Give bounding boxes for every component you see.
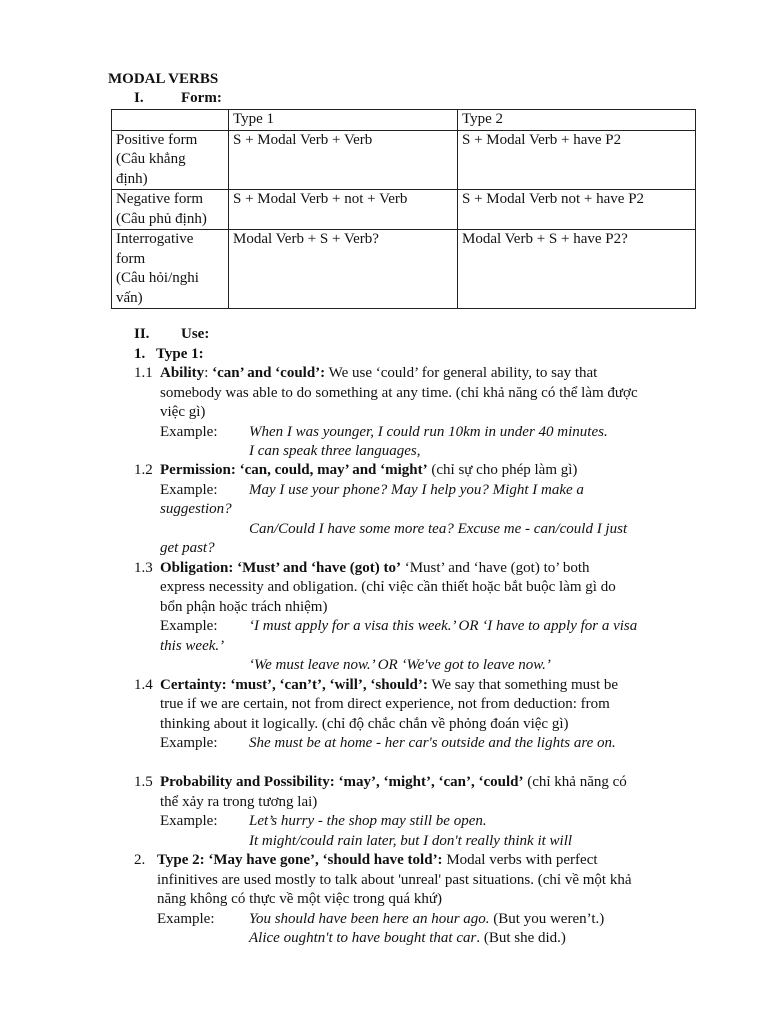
example-text: ‘We must leave now.’ OR ‘We've got to leave now.’ xyxy=(249,657,551,673)
example-text: Can/Could I have some more tea? Excuse me - can/could I just xyxy=(249,521,628,537)
table-cell: S + Modal Verb not + have P2 xyxy=(458,190,696,230)
item-number: 1.5 xyxy=(134,774,153,790)
example-text: this week.’ xyxy=(160,638,225,654)
table-cell: S + Modal Verb + Verb xyxy=(229,130,458,190)
item-heading: Obligation: ‘Must’ and ‘have (got) to’ xyxy=(160,560,401,576)
row-label-line: Positive form xyxy=(116,131,198,148)
table-header-row xyxy=(112,110,696,131)
example-label: Example: xyxy=(157,911,215,927)
example-line xyxy=(249,929,566,949)
item-heading-terms: ‘can’ and ‘could’: xyxy=(212,365,326,381)
document-title: MODAL VERBS xyxy=(108,71,219,87)
item-text: (chỉ khả năng có xyxy=(523,774,627,790)
row-label-line: Negative form xyxy=(116,191,204,207)
item-first-line xyxy=(160,676,618,696)
row-label-line: Interrogative xyxy=(116,231,194,247)
modal-verb-form-table xyxy=(111,109,696,309)
example-label: Example: xyxy=(160,618,218,634)
table-cell: Modal Verb + S + Verb? xyxy=(229,230,458,309)
table-row xyxy=(112,130,696,190)
example-text: ‘I must apply for a visa this week.’ OR ‘I have to apply for a visa xyxy=(249,618,638,634)
item-heading: Probability and Possibility: ‘may’, ‘might’, ‘can’, ‘could’ xyxy=(160,774,524,790)
example-note: (But you weren’t.) xyxy=(489,911,605,927)
example-text: Alice oughtn't to have bought that car xyxy=(249,930,477,946)
item-first-line xyxy=(160,773,627,793)
example-text: You should have been here an hour ago. xyxy=(249,911,490,927)
item-text-line: somebody was able to do something at any time. (chỉ khả năng có thể làm được xyxy=(160,385,638,401)
table-header-cell xyxy=(112,110,229,131)
item-heading: Certainty: ‘must’, ‘can’t’, ‘will’, ‘should’: xyxy=(160,677,428,693)
item-text-line: true if we are certain, not from direct experience, not from deduction: from xyxy=(160,696,610,712)
row-label-line: (Câu phủ định) xyxy=(116,210,207,227)
type1-number: 1. xyxy=(134,346,146,362)
item-text-line: việc gì) xyxy=(160,404,206,420)
item-text: ‘Must’ and ‘have (got) to’ both xyxy=(400,560,590,576)
item-heading: Type 2: ‘May have gone’, ‘should have told’: xyxy=(157,852,443,868)
row-label-cell xyxy=(112,130,229,190)
row-label-cell xyxy=(112,230,229,309)
item-text-line: bổn phận hoặc trách nhiệm) xyxy=(160,599,328,615)
item-text: We say that something must be xyxy=(427,677,619,693)
example-text: suggestion? xyxy=(160,501,232,517)
example-label: Example: xyxy=(160,735,218,751)
table-header-cell: Type 2 xyxy=(458,110,696,131)
section-number: I. xyxy=(134,90,144,106)
item-heading: Permission: ‘can, could, may’ and ‘might’ xyxy=(160,462,428,478)
row-label-line: (Câu khẳng xyxy=(116,151,186,167)
example-text: It might/could rain later, but I don't really think it will xyxy=(249,833,573,849)
item-separator: : xyxy=(204,365,213,381)
row-label-line: vấn) xyxy=(116,289,143,306)
row-label-line: định) xyxy=(116,170,148,187)
row-label-line: form xyxy=(116,250,146,267)
example-label: Example: xyxy=(160,482,218,498)
example-text: She must be at home - her car's outside and the lights are on. xyxy=(249,735,616,751)
table-row xyxy=(112,230,696,309)
example-label: Example: xyxy=(160,813,218,829)
item-number: 1.4 xyxy=(134,677,153,693)
example-text: Let’s hurry - the shop may still be open. xyxy=(249,813,487,829)
section-label: Use: xyxy=(181,326,210,342)
section-label: Form: xyxy=(181,90,222,106)
item-text: We use ‘could’ for general ability, to say that xyxy=(325,365,598,381)
item-text: (chỉ sự cho phép làm gì) xyxy=(427,462,578,478)
item-first-line xyxy=(160,559,590,579)
item-text-line: thinking about it logically. (chỉ độ chắc chắn về phỏng đoán việc gì) xyxy=(160,716,569,732)
type1-label: Type 1: xyxy=(156,346,204,362)
table-cell: S + Modal Verb + not + Verb xyxy=(229,190,458,230)
example-note: . (But she did.) xyxy=(476,930,566,946)
item-text-line: infinitives are used mostly to talk about 'unreal' past situations. (chỉ về một khả xyxy=(157,872,632,888)
item-text-line: express necessity and obligation. (chỉ việc cần thiết hoặc bắt buộc làm gì do xyxy=(160,579,616,595)
table-row xyxy=(112,190,696,230)
item-text-line: thể xảy ra trong tương lai) xyxy=(160,794,318,810)
item-text: Modal verbs with perfect xyxy=(442,852,598,868)
item-text-line: năng không có thực về một việc trong quá khứ) xyxy=(157,891,442,907)
item-first-line xyxy=(160,364,597,384)
item-number: 1.2 xyxy=(134,462,153,478)
item-number: 1.1 xyxy=(134,365,153,381)
example-label: Example: xyxy=(160,424,218,440)
type1-heading xyxy=(134,345,204,365)
table-header-cell: Type 1 xyxy=(229,110,458,131)
item-heading: Ability xyxy=(160,365,205,381)
table-cell: S + Modal Verb + have P2 xyxy=(458,130,696,190)
example-text: When I was younger, I could run 10km in under 40 minutes. xyxy=(249,424,608,440)
example-text: May I use your phone? May I help you? Might I make a xyxy=(249,482,584,498)
table-cell: Modal Verb + S + have P2? xyxy=(458,230,696,309)
item-first-line xyxy=(157,851,598,871)
example-line xyxy=(249,910,604,930)
example-text: get past? xyxy=(160,540,215,556)
example-text: I can speak three languages, xyxy=(249,443,421,459)
section-number: II. xyxy=(134,326,150,342)
item-number: 2. xyxy=(134,852,146,868)
item-first-line xyxy=(160,461,577,481)
row-label-cell xyxy=(112,190,229,230)
item-number: 1.3 xyxy=(134,560,153,576)
row-label-line: (Câu hỏi/nghi xyxy=(116,270,199,286)
